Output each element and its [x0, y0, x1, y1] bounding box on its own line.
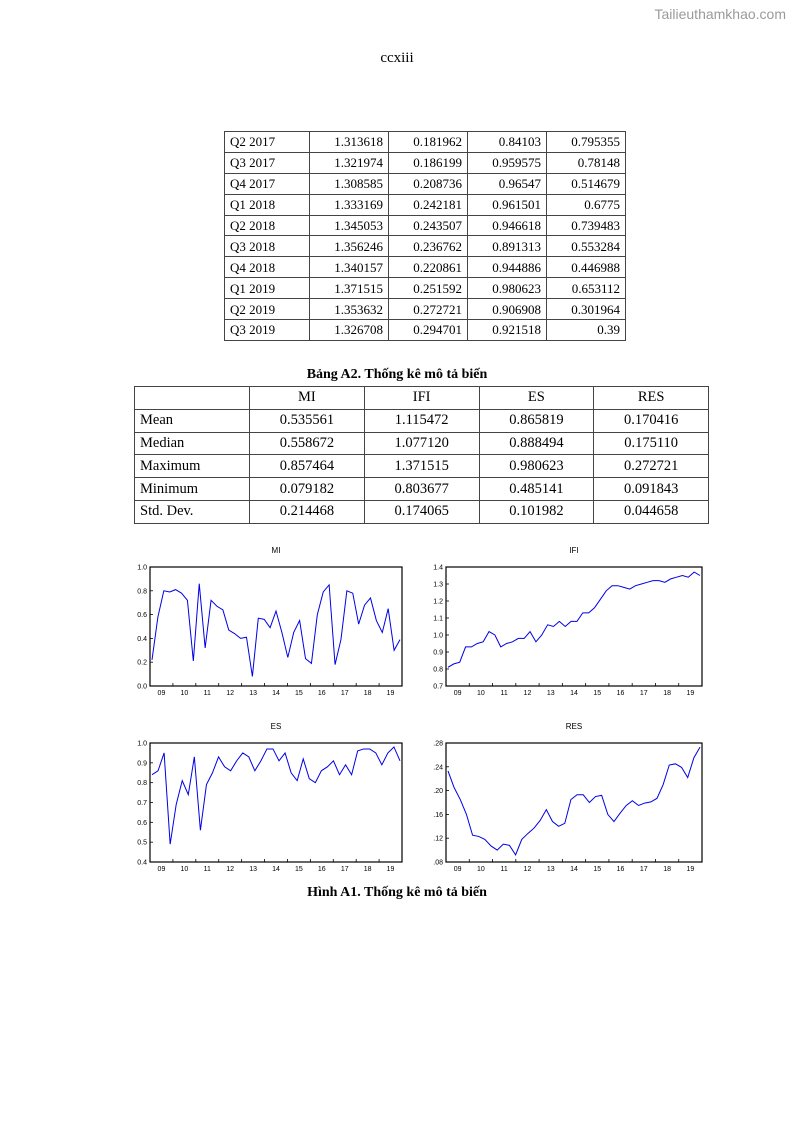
table-cell: 0.091843: [594, 478, 709, 501]
table-cell: 0.944886: [468, 257, 547, 278]
y-tick-label: .28: [433, 740, 443, 748]
table-cell: 0.272721: [389, 299, 468, 320]
x-tick-label: 09: [157, 866, 166, 873]
x-tick-label: 15: [295, 690, 303, 697]
y-tick-label: .24: [433, 764, 443, 772]
chart-res: [416, 719, 710, 884]
table-cell: 0.294701: [389, 320, 468, 341]
table-cell: 0.220861: [389, 257, 468, 278]
table-cell: 0.214468: [250, 500, 365, 523]
series-line: [152, 747, 400, 844]
y-tick-label: 1.0: [137, 740, 147, 748]
x-tick-label: 10: [180, 866, 189, 873]
x-tick-label: 17: [639, 866, 648, 873]
x-tick-label: 14: [570, 690, 578, 697]
x-tick-label: 10: [180, 690, 189, 697]
table-cell: 0.079182: [250, 478, 365, 501]
x-tick-label: 19: [686, 690, 695, 697]
table-cell: 0.857464: [250, 455, 365, 478]
table-cell: 1.308585: [310, 173, 389, 194]
y-tick-label: 0.4: [137, 859, 147, 867]
x-tick-label: 09: [453, 866, 462, 873]
x-tick-label: 15: [593, 690, 602, 697]
y-tick-label: .20: [433, 788, 443, 796]
table-cell: 1.356246: [310, 236, 389, 257]
descriptive-stats-table: [134, 386, 709, 524]
y-tick-label: 0.6: [137, 819, 147, 827]
chart-title: IFI: [569, 546, 579, 555]
x-tick-label: 13: [249, 690, 257, 697]
x-tick-label: 19: [686, 866, 695, 873]
table-row: [135, 478, 709, 501]
x-tick-label: 10: [477, 690, 485, 697]
y-tick-label: .16: [433, 811, 443, 819]
y-tick-label: 1.4: [433, 564, 443, 572]
y-tick-label: 0.9: [137, 760, 147, 768]
chart-ifi: [416, 543, 710, 708]
table-cell: 1.115472: [364, 409, 479, 432]
table-cell: 0.174065: [364, 500, 479, 523]
y-tick-label: 0.8: [137, 780, 147, 788]
table-row: [135, 500, 709, 523]
x-tick-label: 13: [546, 866, 555, 873]
table-cell: 0.795355: [547, 132, 626, 153]
figure-caption: Hình A1. Thống kê mô tả biến: [307, 885, 487, 900]
table-row: [225, 257, 626, 278]
chart-es: [120, 719, 410, 884]
y-tick-label: 0.5: [137, 839, 147, 847]
table-cell: 0.959575: [468, 152, 547, 173]
table-header-corner: [135, 387, 250, 410]
x-tick-label: 17: [639, 690, 648, 697]
table-cell: 1.345053: [310, 215, 389, 236]
table-cell: 0.236762: [389, 236, 468, 257]
table-cell: 0.921518: [468, 320, 547, 341]
table-cell: 0.739483: [547, 215, 626, 236]
table-row: [225, 132, 626, 153]
x-tick-label: 12: [226, 690, 235, 697]
row-label: Q2 2018: [225, 215, 310, 236]
table-cell: 0.181962: [389, 132, 468, 153]
table-header-res: RES: [594, 387, 709, 410]
x-tick-label: 11: [500, 866, 508, 873]
y-tick-label: 0.9: [433, 649, 443, 657]
table-cell: 1.371515: [364, 455, 479, 478]
row-label: Mean: [135, 409, 250, 432]
table-cell: 0.803677: [364, 478, 479, 501]
table-cell: 0.301964: [547, 299, 626, 320]
table-cell: 0.101982: [479, 500, 594, 523]
x-tick-label: 14: [272, 690, 280, 697]
table-caption: Bảng A2. Thống kê mô tả biến: [306, 367, 488, 382]
table-cell: 0.653112: [547, 278, 626, 299]
x-tick-label: 16: [317, 866, 326, 873]
y-tick-label: 0.7: [433, 683, 443, 691]
y-tick-label: 0.4: [137, 635, 147, 643]
table-row: [225, 173, 626, 194]
x-tick-label: 18: [363, 690, 372, 697]
row-label: Q4 2017: [225, 173, 310, 194]
x-tick-label: 13: [249, 866, 257, 873]
series-line: [448, 572, 700, 667]
row-label: Q2 2019: [225, 299, 310, 320]
x-tick-label: 14: [272, 866, 280, 873]
table-row: [225, 215, 626, 236]
page-number: ccxiii: [380, 50, 414, 66]
table-cell: 1.353632: [310, 299, 389, 320]
x-tick-label: 09: [157, 690, 166, 697]
y-tick-label: 0.8: [137, 588, 147, 596]
x-tick-label: 11: [203, 690, 211, 697]
x-tick-label: 09: [453, 690, 462, 697]
table-cell: 0.865819: [479, 409, 594, 432]
table-row: [225, 299, 626, 320]
x-tick-label: 12: [226, 866, 235, 873]
table-cell: 0.6775: [547, 194, 626, 215]
row-label: Q3 2019: [225, 320, 310, 341]
table-cell: 0.243507: [389, 215, 468, 236]
series-line: [152, 584, 400, 677]
x-tick-label: 18: [663, 866, 671, 873]
table-cell: 0.39: [547, 320, 626, 341]
y-tick-label: 0.2: [137, 659, 147, 667]
table-cell: 0.906908: [468, 299, 547, 320]
y-tick-label: 0.6: [137, 612, 147, 620]
table-cell: 1.321974: [310, 152, 389, 173]
table-cell: 0.84103: [468, 132, 547, 153]
table-cell: 1.326708: [310, 320, 389, 341]
y-tick-label: 0.7: [137, 800, 147, 807]
x-tick-label: 18: [363, 866, 372, 873]
y-tick-label: 0.0: [137, 683, 147, 691]
table-header-ifi: IFI: [364, 387, 479, 410]
chart-title: RES: [565, 722, 583, 731]
table-row: [225, 236, 626, 257]
row-label: Q1 2018: [225, 194, 310, 215]
y-tick-label: 1.0: [137, 564, 147, 572]
y-tick-label: 1.2: [433, 598, 443, 606]
row-label: Q4 2018: [225, 257, 310, 278]
table-header-row: [135, 387, 709, 410]
x-tick-label: 16: [616, 690, 625, 697]
y-tick-label: .12: [433, 835, 443, 843]
row-label: Median: [135, 432, 250, 455]
chart-title: ES: [270, 722, 282, 731]
x-tick-label: 17: [340, 690, 349, 697]
table-row: [135, 432, 709, 455]
x-tick-label: 15: [593, 866, 602, 873]
y-tick-label: .08: [433, 859, 443, 867]
plot-frame: [446, 567, 702, 686]
row-label: Std. Dev.: [135, 500, 250, 523]
table-header-es: ES: [479, 387, 594, 410]
table-header-mi: MI: [250, 387, 365, 410]
y-tick-label: 1.0: [433, 632, 443, 640]
x-tick-label: 16: [317, 690, 326, 697]
table-row: [135, 455, 709, 478]
row-label: Q3 2018: [225, 236, 310, 257]
plot-frame: [446, 743, 702, 862]
table-cell: 0.946618: [468, 215, 547, 236]
chart-mi: [120, 543, 410, 708]
plot-frame: [150, 567, 402, 686]
table-cell: 0.535561: [250, 409, 365, 432]
table-cell: 1.340157: [310, 257, 389, 278]
y-tick-label: 0.8: [433, 666, 443, 674]
quarterly-data-table: [224, 131, 626, 341]
x-tick-label: 17: [340, 866, 349, 873]
table-row: [225, 152, 626, 173]
table-cell: 0.175110: [594, 432, 709, 455]
watermark: Tailieuthamkhao.com: [654, 6, 786, 22]
table-row: [135, 409, 709, 432]
row-label: Q2 2017: [225, 132, 310, 153]
x-tick-label: 12: [523, 866, 532, 873]
series-line: [448, 747, 700, 855]
table-cell: 0.891313: [468, 236, 547, 257]
table-cell: 1.371515: [310, 278, 389, 299]
table-cell: 0.251592: [389, 278, 468, 299]
table-cell: 1.313618: [310, 132, 389, 153]
table-cell: 0.170416: [594, 409, 709, 432]
y-tick-label: 1.1: [433, 615, 443, 623]
x-tick-label: 18: [663, 690, 671, 697]
x-tick-label: 16: [616, 866, 625, 873]
chart-title: MI: [271, 546, 281, 555]
table-cell: 0.044658: [594, 500, 709, 523]
row-label: Q3 2017: [225, 152, 310, 173]
table-cell: 0.272721: [594, 455, 709, 478]
row-label: Maximum: [135, 455, 250, 478]
table-cell: 0.208736: [389, 173, 468, 194]
table-cell: 0.980623: [479, 455, 594, 478]
table-row: [225, 320, 626, 341]
x-tick-label: 13: [546, 690, 555, 697]
table-cell: 0.96547: [468, 173, 547, 194]
table-cell: 0.888494: [479, 432, 594, 455]
y-tick-label: 1.3: [433, 581, 443, 589]
table-cell: 0.558672: [250, 432, 365, 455]
x-tick-label: 11: [500, 690, 508, 697]
table-cell: 0.446988: [547, 257, 626, 278]
table-cell: 0.553284: [547, 236, 626, 257]
row-label: Q1 2019: [225, 278, 310, 299]
table-cell: 0.186199: [389, 152, 468, 173]
table-cell: 0.514679: [547, 173, 626, 194]
table-cell: 0.485141: [479, 478, 594, 501]
table-cell: 0.980623: [468, 278, 547, 299]
table-cell: 1.077120: [364, 432, 479, 455]
x-tick-label: 10: [477, 866, 485, 873]
x-tick-label: 15: [295, 866, 303, 873]
table-cell: 0.78148: [547, 152, 626, 173]
table-cell: 0.242181: [389, 194, 468, 215]
x-tick-label: 19: [386, 690, 395, 697]
table-cell: 1.333169: [310, 194, 389, 215]
x-tick-label: 14: [570, 866, 578, 873]
plot-frame: [150, 743, 402, 862]
table-cell: 0.961501: [468, 194, 547, 215]
table-row: [225, 278, 626, 299]
row-label: Minimum: [135, 478, 250, 501]
x-tick-label: 19: [386, 866, 395, 873]
x-tick-label: 12: [523, 690, 532, 697]
table-row: [225, 194, 626, 215]
x-tick-label: 11: [203, 866, 211, 873]
